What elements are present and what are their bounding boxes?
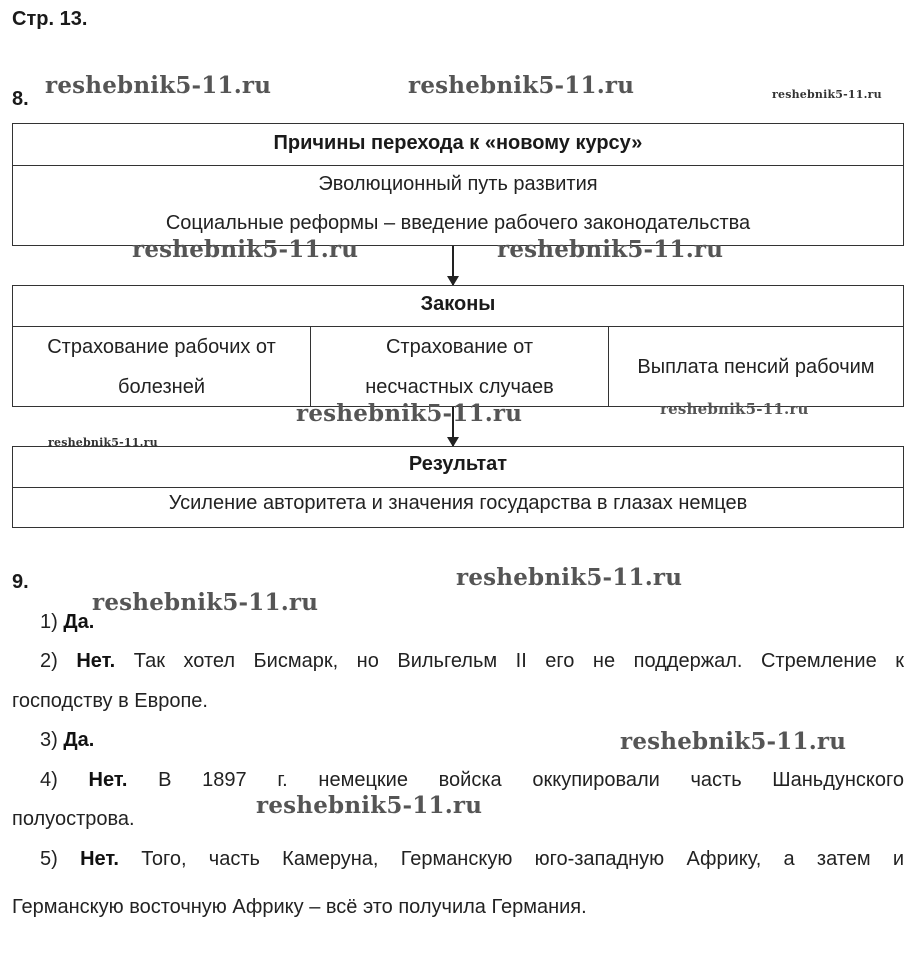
answer-index: 1) [40,611,58,633]
answer-text: Так хотел Бисмарк, но Вильгельм II его не поддержал. Стремление к [133,650,904,672]
watermark: reshebnik5-11.ru [772,88,882,101]
arrow-down-icon [452,246,454,285]
watermark: reshebnik5-11.ru [48,436,158,449]
answer-5-line-2: Германскую восточную Африку – всё это получила Германия. [12,896,587,918]
answer-4-line-2: полуострова. [12,808,135,830]
cause-item: Социальные реформы – введение рабочего законодательства [165,212,751,234]
causes-title: Причины перехода к «новому курсу» [13,124,903,166]
laws-row [13,327,903,407]
answer-index: 5) [40,848,58,870]
laws-title: Законы [13,286,903,327]
answer-text: В 1897 г. немецкие войска оккупировали часть Шаньдунского [158,769,905,791]
answer-index: 4) [40,769,58,791]
answer-5-line-1 [12,839,904,879]
cause-item: Эволюционный путь развития [318,173,598,195]
page-number: Стр. 13. [12,8,88,30]
answer-verdict: Нет. [88,769,128,791]
result-box [12,446,904,528]
answer-2-line-1 [12,641,904,681]
watermark: reshebnik5-11.ru [408,72,635,99]
watermark: reshebnik5-11.ru [660,400,809,418]
watermark: reshebnik5-11.ru [45,72,272,99]
laws-box [12,285,904,407]
result-title: Результат [13,447,903,488]
law-line: несчастных случаев [365,376,554,398]
answer-index: 3) [40,729,58,751]
law-line: Выплата пенсий рабочим [637,356,875,378]
answer-verdict: Да. [63,729,95,751]
law-cell-sickness [13,327,310,407]
watermark: reshebnik5-11.ru [132,236,359,263]
law-line: болезней [117,376,205,398]
watermark: reshebnik5-11.ru [620,728,847,755]
law-cell-pensions [608,327,903,407]
watermark: reshebnik5-11.ru [92,589,319,616]
watermark: reshebnik5-11.ru [256,792,483,819]
task-9-number: 9. [12,571,29,593]
law-line: Страхование рабочих от [47,336,276,358]
answer-verdict: Да. [63,611,95,633]
causes-box [12,123,904,246]
answer-verdict: Нет. [80,848,119,870]
answer-verdict: Нет. [76,650,116,672]
result-text: Усиление авторитета и значения государства в глазах немцев [168,492,748,514]
answer-index: 2) [40,650,58,672]
watermark: reshebnik5-11.ru [296,400,523,427]
watermark: reshebnik5-11.ru [456,564,683,591]
answer-text: Того, часть Камеруна, Германскую юго-западную Африку, а затем и [141,848,904,870]
law-cell-accidents [310,327,608,407]
watermark: reshebnik5-11.ru [497,236,724,263]
task-8-number: 8. [12,88,29,110]
law-line: Страхование от [385,336,533,358]
answer-2-line-2: господству в Европе. [12,690,208,712]
